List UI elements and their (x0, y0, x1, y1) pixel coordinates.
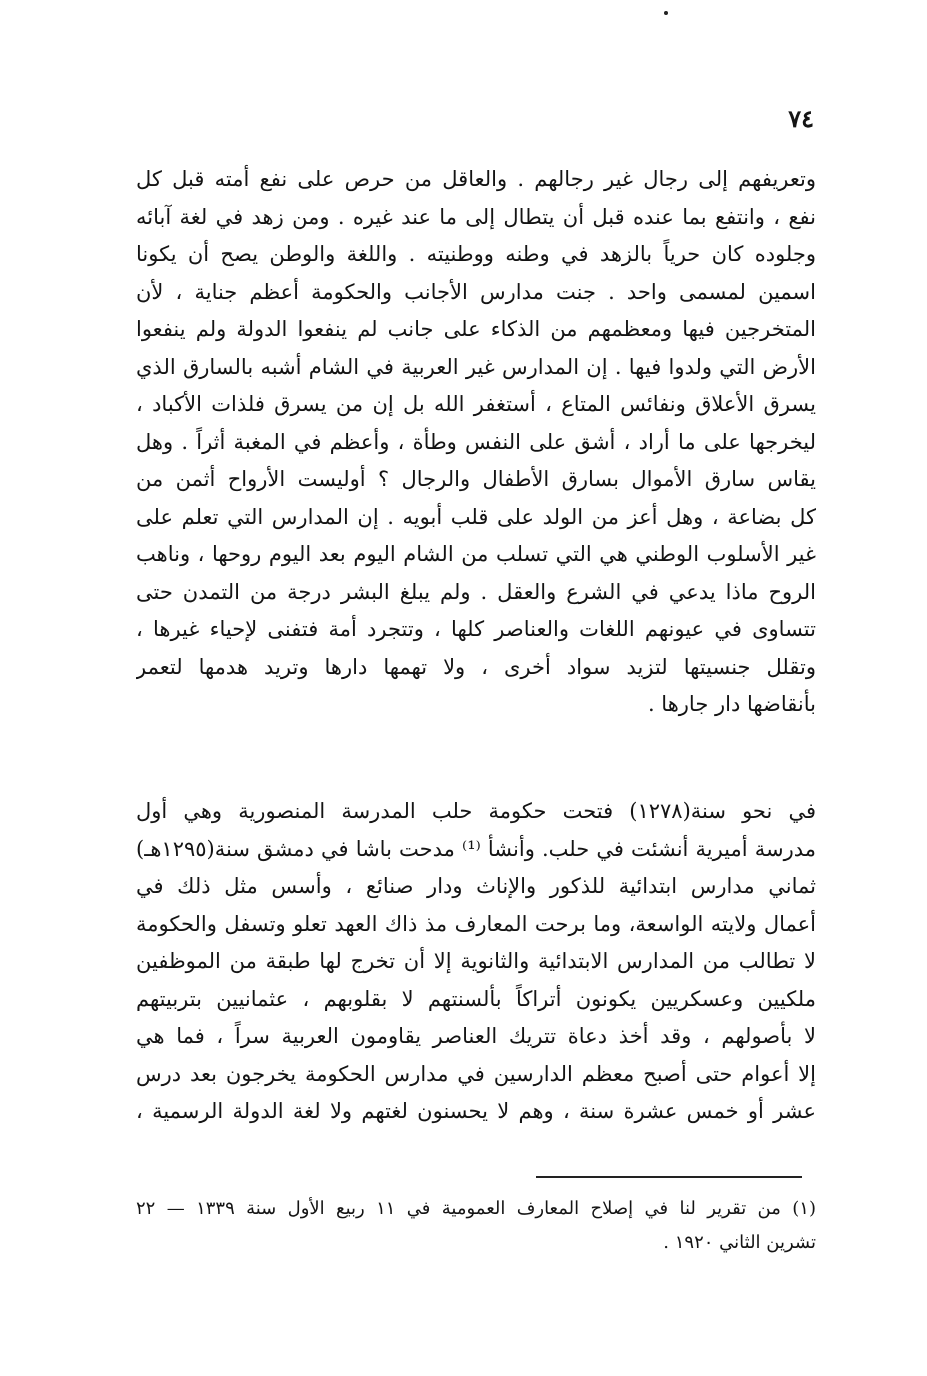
footnote-line: تشرين الثاني ١٩٢٠ . (663, 1232, 816, 1253)
text-line: ثماني مدارس ابتدائية للذكور والإناث ودار صنائع ، وأسس مثل ذلك في (136, 874, 816, 898)
footnote-line: (١) من تقرير لنا في إصلاح المعارف العمومية في ١١ ربيع الأول سنة ١٣٣٩ — ٢٢ (136, 1198, 816, 1219)
text-line: إلا أعوام حتى أصبح معظم الدارسين في مدارس الحكومة يخرجون بعد درس (136, 1061, 816, 1086)
page-number: ٧٤ (788, 104, 814, 133)
text-line: نفع ، وانتفع بما عنده قبل أن يتطال إلى ما عند غيره . ومن زهد في لغة آبائه (136, 204, 816, 229)
text-line: يسرق الأعلاق ونفائس المتاع ، أستغفر الله بل إن من يسرق فلذات الأكباد ، (136, 392, 816, 416)
text-line: اسمين لمسمى واحد . جنت مدارس الأجانب والحكومة أعظم جناية ، لأن (136, 279, 816, 304)
paragraph-1 (136, 161, 816, 724)
text-line: بأنقاضها دار جارها . (647, 692, 816, 716)
text-line: في نحو سنة(١٢٧٨) فتحت حكومة حلب المدرسة المنصورية وهي أول (136, 799, 816, 823)
text-line: عشر أو خمس عشرة سنة ، وهم لا يحسنون لغتهم ولا لغة الدولة الرسمية ، (136, 1099, 816, 1123)
footnote-divider (536, 1176, 802, 1178)
text-line: وجلوده كان حرياً بالزهد في وطنه ووطنيته . واللغة والوطن يصح أن يكونا (136, 242, 816, 266)
text-line: غير الأسلوب الوطني هي التي تسلب من الشام اليوم بعد اليوم روحها ، وناهب (136, 542, 816, 566)
text-line: ليخرجها على ما أراد ، أشق على النفس وطأة ، وأعظم في المغبة أثراً . وهل (136, 429, 816, 454)
text-line: ملكيين وعسكريين يكونون أتراكاً بألسنتهم لا بقلوبهم ، عثمانيين بتربيتهم (136, 986, 816, 1011)
text-line: لا بأصولهم ، وقد أخذ دعاة تتريك العناصر يقاومون العربية سراً ، فما هي (136, 1024, 816, 1048)
text-line: لا تطالب من المدارس الابتدائية والثانوية إلا أن تخرج لها طبقة من الموظفين (136, 949, 816, 973)
text-line: تتساوى في عيونهم اللغات والعناصر كلها ، وتتجرد أمة فتفنى لإحياء غيرها ، (136, 617, 816, 641)
text-line: وتقلل جنسيتها لتزيد سواد أخرى ، ولا تهمها دارها وتريد هدمها لتعمر (136, 654, 816, 679)
text-line: الروح ماذا يدعي في الشرع والعقل . ولم يبلغ البشر درجة من التمدن حتى (136, 579, 816, 604)
text-line: وتعريفهم إلى رجال غير رجالهم . والعاقل من حرص على نفع أمته قبل كل (136, 167, 816, 191)
ink-speck (664, 11, 668, 15)
text-line: مدرسة أميرية أنشئت في حلب. وأنشأ ⁽¹⁾ مدحت باشا في دمشق سنة(١٢٩٥هـ) (136, 836, 816, 861)
text-line: يقاس سارق الأموال بسارق الأطفال والرجال ؟ أوليست الأرواح أثمن من (136, 467, 816, 491)
paragraph-2 (136, 793, 816, 1131)
text-line: أعمال ولايته الواسعة، وما برحت المعارف مذ ذاك العهد تعلو وتسفل والحكومة (136, 911, 816, 936)
footnote (136, 1192, 816, 1260)
text-line: كل بضاعة ، وهل أعز من الولد على قلب أبويه . إن المدارس التي تعلم على (136, 504, 816, 529)
text-line: المتخرجين فيها ومعظمهم من الذكاء على جانب لم ينفعوا الدولة ولم ينفعوا (136, 317, 816, 341)
text-line: الأرض التي ولدوا فيها . إن المدارس غير العربية في الشام أشبه بالسارق الذي (136, 354, 816, 379)
